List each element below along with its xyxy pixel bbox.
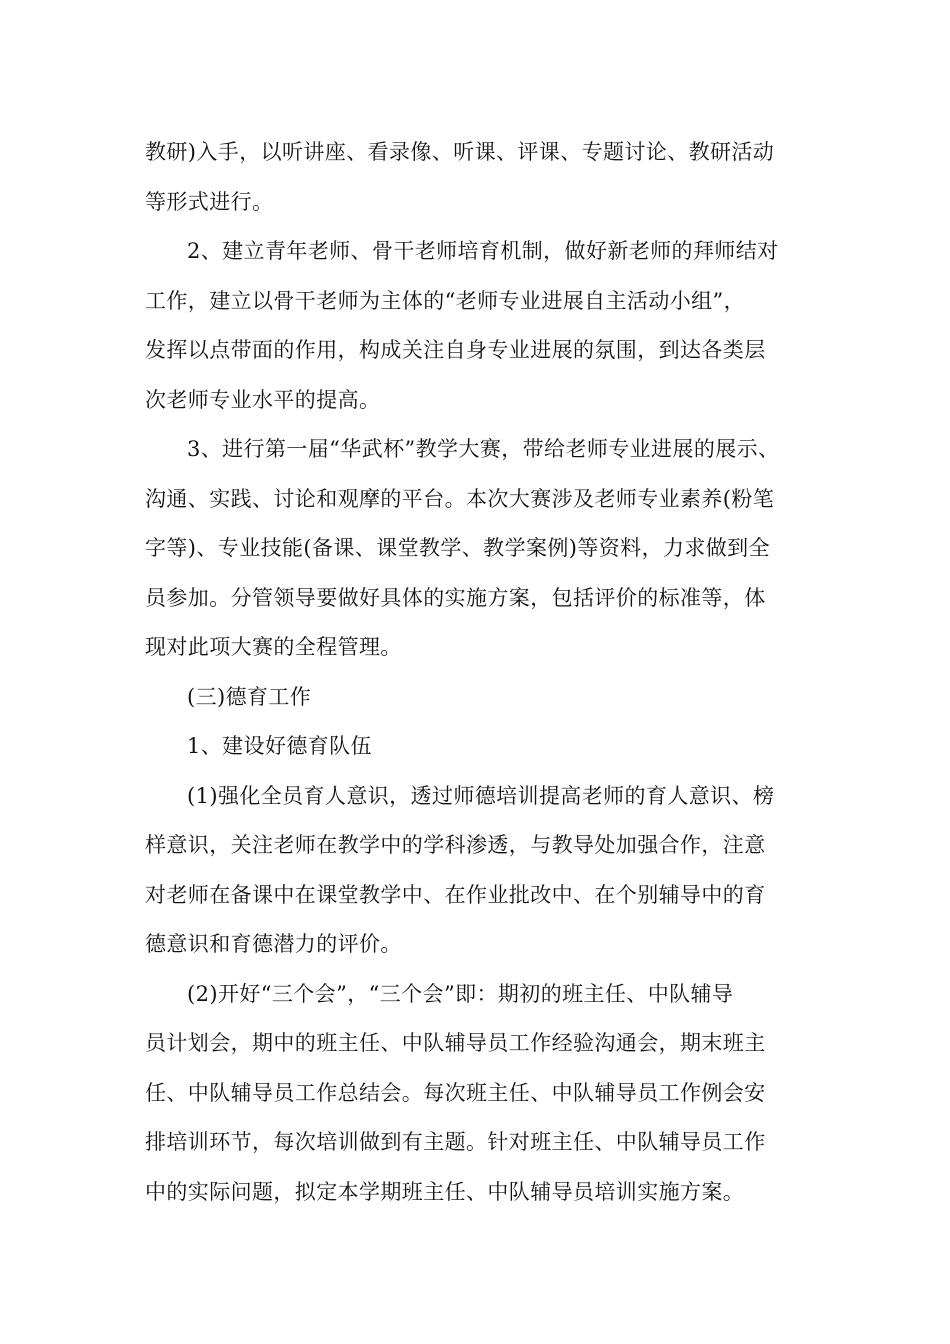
text-line: (1)强化全员育人意识，透过师德培训提高老师的育人意识、榜 [187,783,775,808]
section-heading: (三)德育工作 [187,684,312,709]
text-line: (2)开好“三个会”，“三个会”即：期初的班主任、中队辅导 [187,981,734,1006]
text-line: 员参加。分管领导要做好具体的实施方案，包括评价的标准等，体 [145,585,766,610]
text-line: 排培训环节，每次培训做到有主题。针对班主任、中队辅导员工作 [145,1130,766,1154]
text-line: 教研)入手，以听讲座、看录像、听课、评课、专题讨论、教研活动 [145,140,775,164]
text-line: 任、中队辅导员工作总结会。每次班主任、中队辅导员工作例会安 [145,1080,766,1105]
text-line: 字等)、专业技能(备课、课堂教学、教学案例)等资料，力求做到全 [145,536,770,560]
subsection-heading: 1、建设好德育队伍 [187,734,372,758]
text-line: 沟通、实践、讨论和观摩的平台。本次大赛涉及老师专业素养(粉笔 [145,486,775,511]
text-line: 现对此项大赛的全程管理。 [145,635,402,659]
text-line: 德意识和育德潜力的评价。 [145,932,402,956]
text-line: 对老师在备课中在课堂教学中、在作业批改中、在个别辅导中的育 [145,882,766,907]
text-line: 等形式进行。 [145,189,274,214]
text-line: 发挥以点带面的作用，构成关注自身专业进展的氛围，到达各类层 [145,338,766,362]
text-line: 工作，建立以骨干老师为主体的“老师专业进展自主活动小组”， [145,288,746,313]
text-line: 3、进行第一届“华武杯”教学大赛，带给老师专业进展的展示、 [187,437,780,461]
text-line: 员计划会，期中的班主任、中队辅导员工作经验沟通会，期末班主 [145,1031,766,1055]
text-line: 样意识，关注老师在教学中的学科渗透，与教导处加强合作，注意 [145,833,766,857]
document-body [145,128,835,1217]
text-line: 2、建立青年老师、骨干老师培育机制，做好新老师的拜师结对 [187,239,779,263]
text-line: 中的实际问题，拟定本学期班主任、中队辅导员培训实施方案。 [145,1179,745,1204]
text-line: 次老师专业水平的提高。 [145,387,381,412]
